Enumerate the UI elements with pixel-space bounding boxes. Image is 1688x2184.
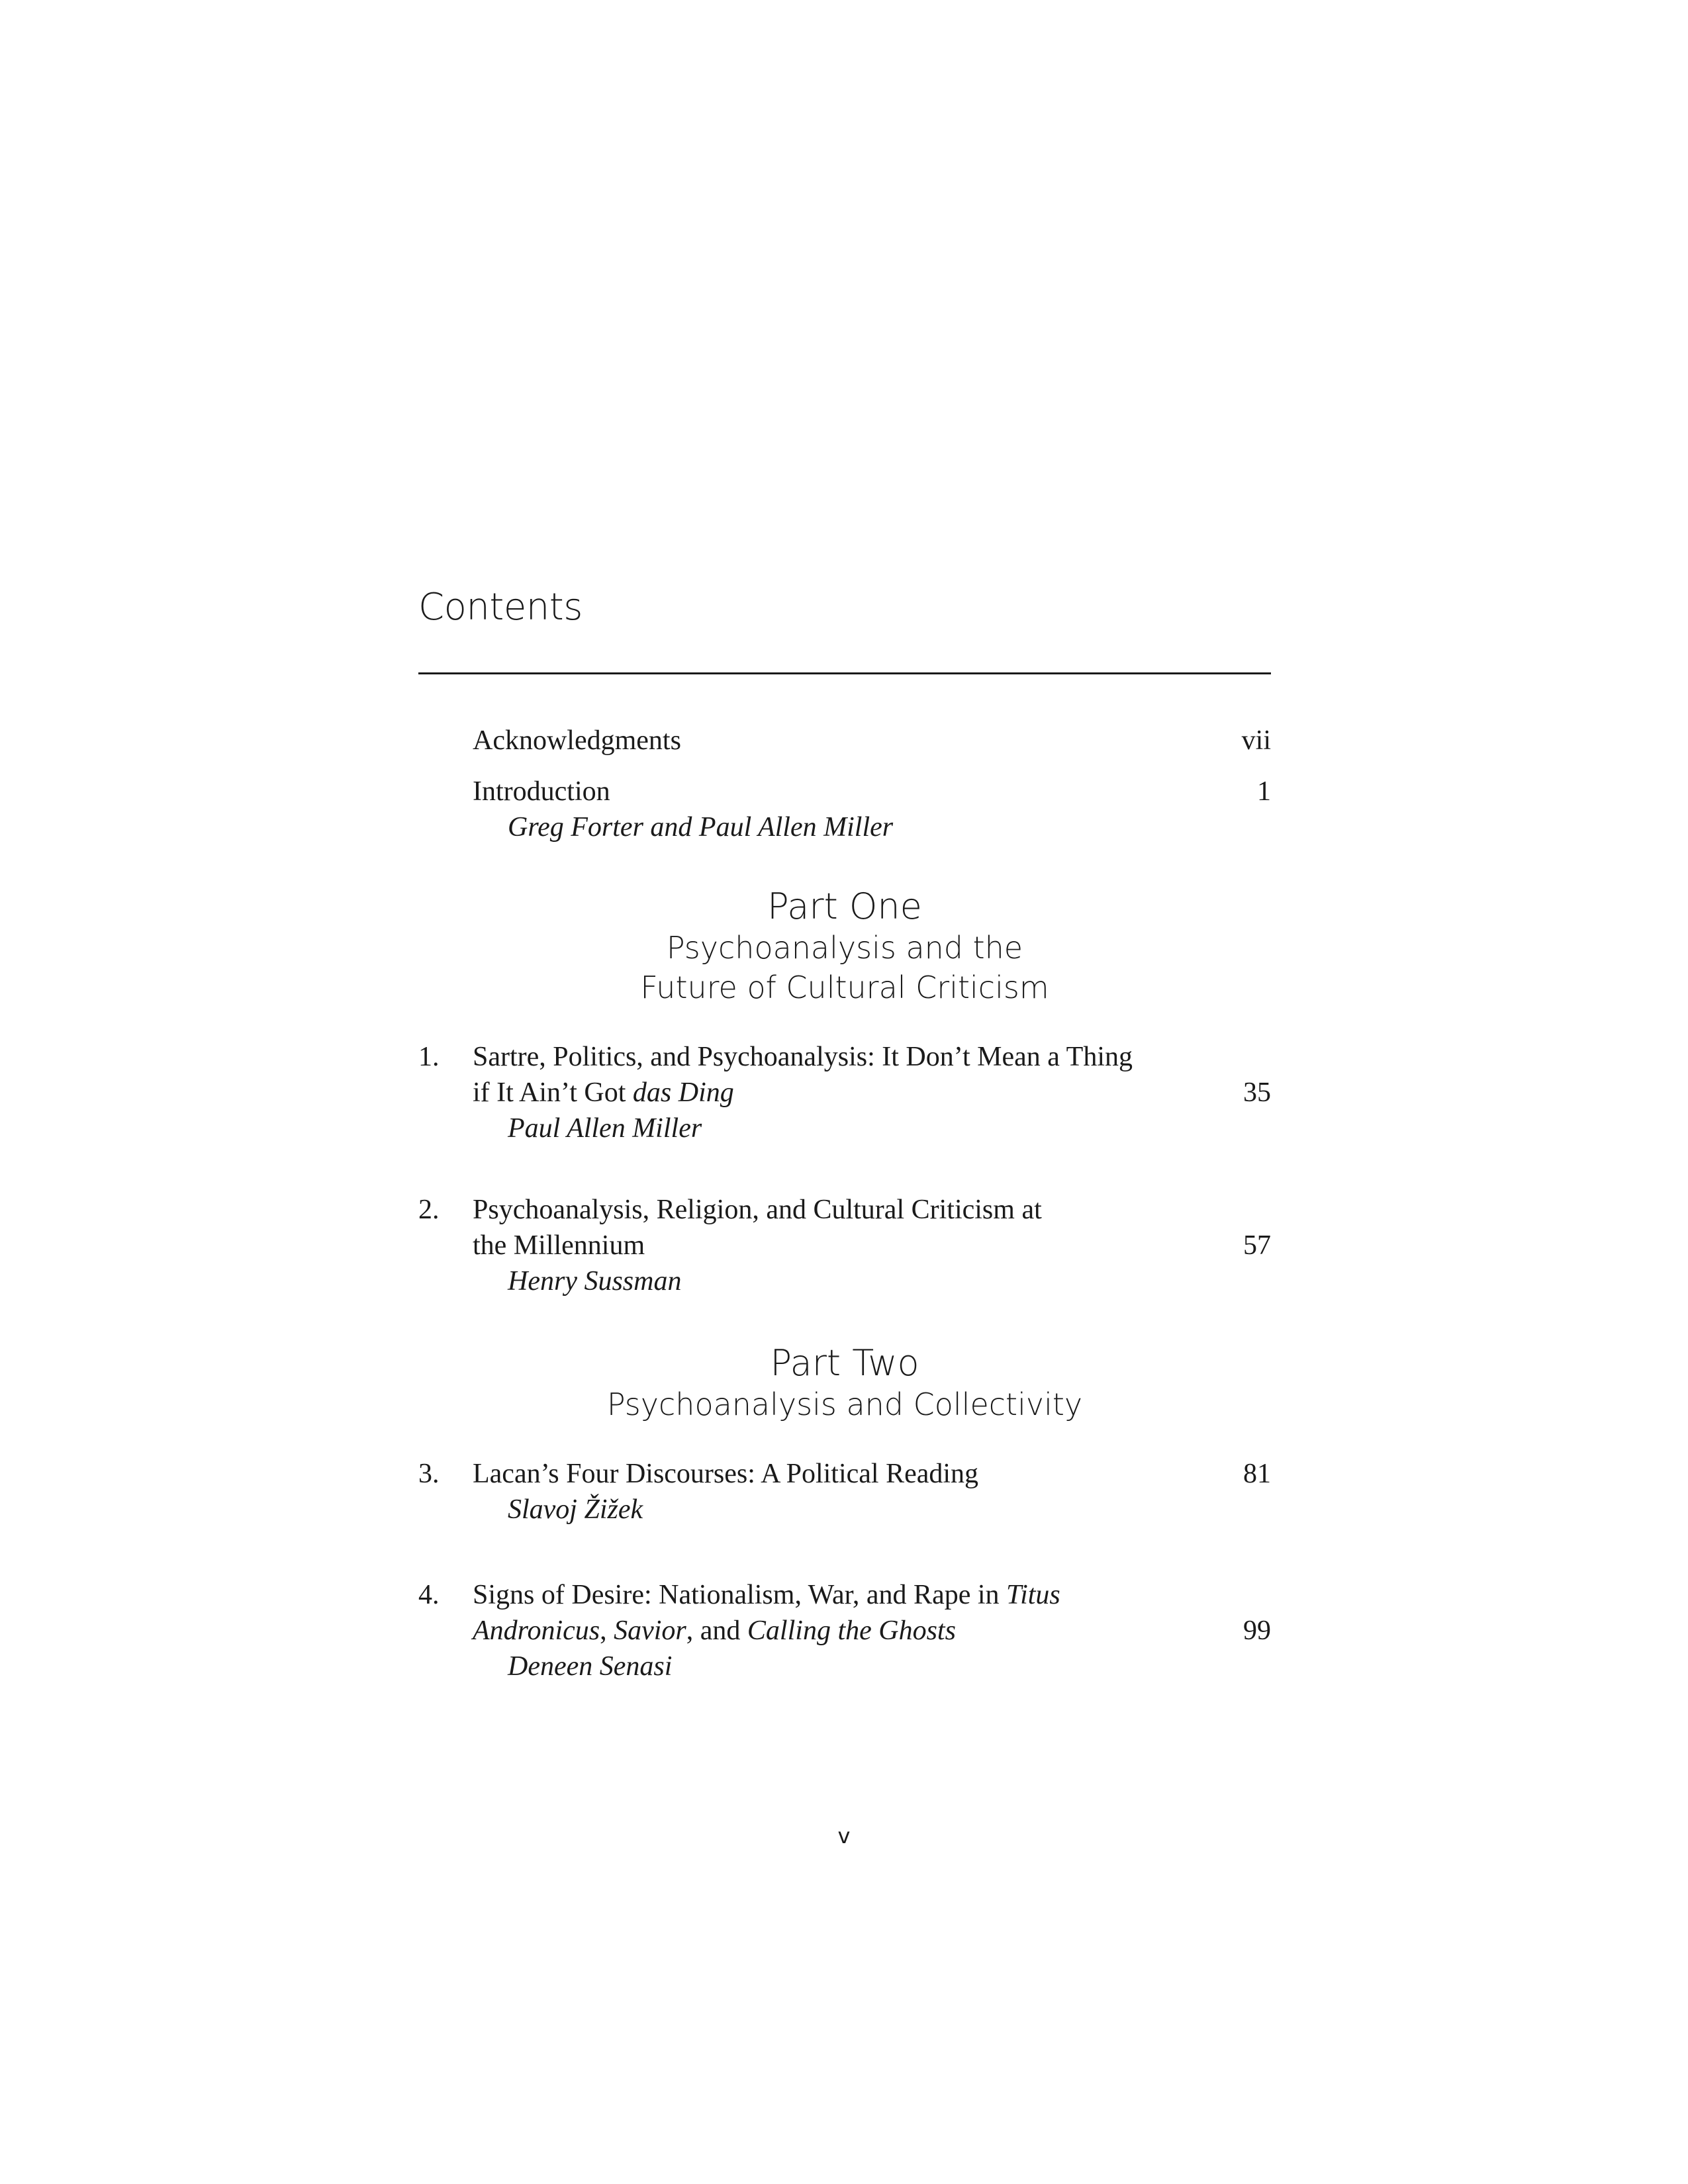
toc-page-number: 1 xyxy=(1257,776,1271,807)
toc-entry-title: Acknowledgments xyxy=(473,725,681,756)
chapter-number: 4. xyxy=(418,1580,440,1610)
toc-page-number: 57 xyxy=(1243,1230,1271,1261)
toc-entry-chapter-4 xyxy=(418,1577,1271,1684)
toc-entry-chapter-2 xyxy=(418,1192,1271,1299)
part-title: Part Two xyxy=(770,1342,919,1384)
toc-entry-title: Sartre, Politics, and Psychoanalysis: It Don’t Mean a Thing xyxy=(473,1042,1133,1072)
part-subtitle: Psychoanalysis and Collectivity xyxy=(606,1387,1083,1422)
toc-entry-chapter-1 xyxy=(418,1039,1271,1146)
toc-entry-title xyxy=(473,1577,1060,1613)
part-two-heading xyxy=(418,1342,1271,1424)
toc-entry-author: Deneen Senasi xyxy=(508,1651,673,1682)
toc-entry-author: Slavoj Žižek xyxy=(508,1494,643,1525)
toc-entry-author: Henry Sussman xyxy=(508,1266,682,1297)
toc-entry-title-continued xyxy=(473,1075,734,1111)
toc-entry-title-continued xyxy=(473,1613,956,1649)
toc-entry-title: Lacan’s Four Discourses: A Political Reading xyxy=(473,1459,979,1489)
toc-entry-acknowledgments xyxy=(418,723,1271,758)
chapter-number: 2. xyxy=(418,1195,440,1225)
title-text: , xyxy=(600,1615,614,1646)
toc-page-number: vii xyxy=(1241,725,1271,756)
toc-entry-title-continued: the Millennium xyxy=(473,1230,645,1261)
title-text: Signs of Desire: Nationalism, War, and Rape in xyxy=(473,1580,1007,1610)
part-subtitle: Psychoanalysis and the xyxy=(666,930,1023,966)
part-one-heading xyxy=(418,886,1271,1007)
part-subtitle: Future of Cultural Criticism xyxy=(640,970,1049,1005)
title-italic-text: Calling the Ghosts xyxy=(747,1615,956,1646)
toc-page-number: 35 xyxy=(1243,1077,1271,1108)
title-rule xyxy=(418,672,1271,674)
title-text: , and xyxy=(686,1615,747,1646)
toc-page-number: 99 xyxy=(1243,1615,1271,1646)
toc-entry-title: Introduction xyxy=(473,776,610,807)
chapter-number: 1. xyxy=(418,1042,440,1072)
page-title: Contents xyxy=(418,586,583,629)
title-italic-text: Andronicus xyxy=(473,1615,600,1646)
title-italic-text: Savior xyxy=(614,1615,686,1646)
part-title: Part One xyxy=(767,886,922,927)
title-italic-text: Titus xyxy=(1006,1580,1060,1610)
toc-entry-introduction xyxy=(418,774,1271,845)
title-italic-text: das Ding xyxy=(632,1077,734,1108)
title-text: if It Ain’t Got xyxy=(473,1077,633,1108)
toc-entry-author: Paul Allen Miller xyxy=(508,1113,702,1144)
chapter-number: 3. xyxy=(418,1459,440,1489)
toc-entry-title: Psychoanalysis, Religion, and Cultural Criticism at xyxy=(473,1195,1042,1225)
toc-page-number: 81 xyxy=(1243,1459,1271,1489)
folio-page-number: v xyxy=(837,1823,851,1848)
toc-entry-chapter-3 xyxy=(418,1456,1271,1527)
toc-entry-author: Greg Forter and Paul Allen Miller xyxy=(508,812,894,842)
